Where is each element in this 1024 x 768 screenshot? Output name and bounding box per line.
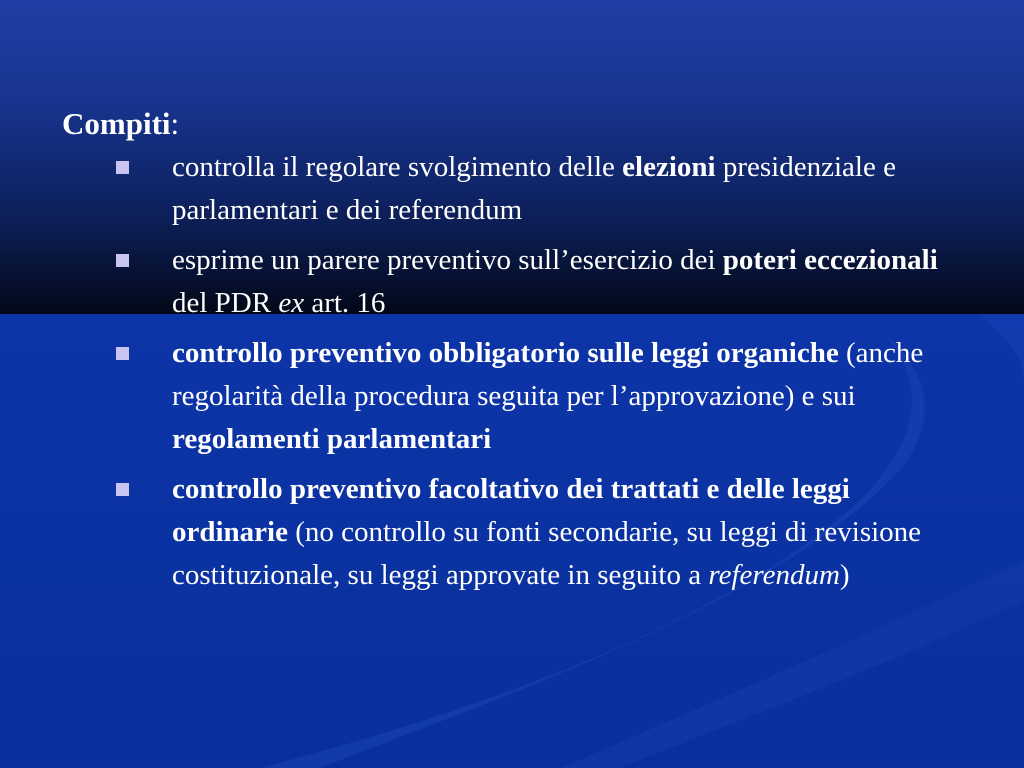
bullet-bold-text: elezioni — [622, 151, 716, 183]
square-bullet-icon — [116, 483, 129, 496]
slide-heading — [62, 104, 962, 144]
bullet-text: del PDR — [172, 287, 279, 319]
bullet-item-2 — [62, 239, 942, 325]
slide-content — [62, 104, 962, 604]
bullet-bold-text: controllo preventivo obbligatorio sulle leggi organiche — [172, 337, 839, 369]
bullet-italic-text: ex — [278, 287, 305, 319]
bullet-item-1 — [62, 146, 942, 232]
square-bullet-icon — [116, 161, 129, 174]
bullet-bold-text: poteri eccezionali — [722, 244, 938, 276]
bullet-text: esprime un parere preventivo sull’esercizio dei — [172, 244, 723, 276]
bullet-item-4 — [62, 468, 942, 597]
square-bullet-icon — [116, 254, 129, 267]
square-bullet-icon — [116, 347, 129, 360]
heading-text: Compiti — [62, 106, 171, 141]
bullet-item-3 — [62, 332, 942, 461]
swoosh-curve-3 — [980, 314, 1024, 380]
bullet-bold-text: regolamenti parlamentari — [172, 423, 492, 455]
bullet-bold-text: controllo preventivo facoltativo dei trattati e delle leggi ordinarie — [172, 473, 850, 548]
bullet-list — [62, 146, 962, 597]
bullet-text: art. 16 — [304, 287, 386, 319]
heading-colon: : — [170, 106, 180, 141]
bullet-text: ) — [839, 559, 850, 591]
bullet-text: (no controllo su fonti secondarie, su leggi di revisione costituzionale, su leggi approvate in seguito a — [172, 516, 922, 591]
bullet-text: (anche regolarità della procedura seguita per l’approvazione) e sui — [172, 337, 924, 412]
bullet-text: presidenziale e parlamentari e dei referendum — [172, 151, 896, 226]
bullet-italic-text: referendum — [708, 559, 840, 591]
bullet-text: controlla il regolare svolgimento delle — [172, 151, 623, 183]
